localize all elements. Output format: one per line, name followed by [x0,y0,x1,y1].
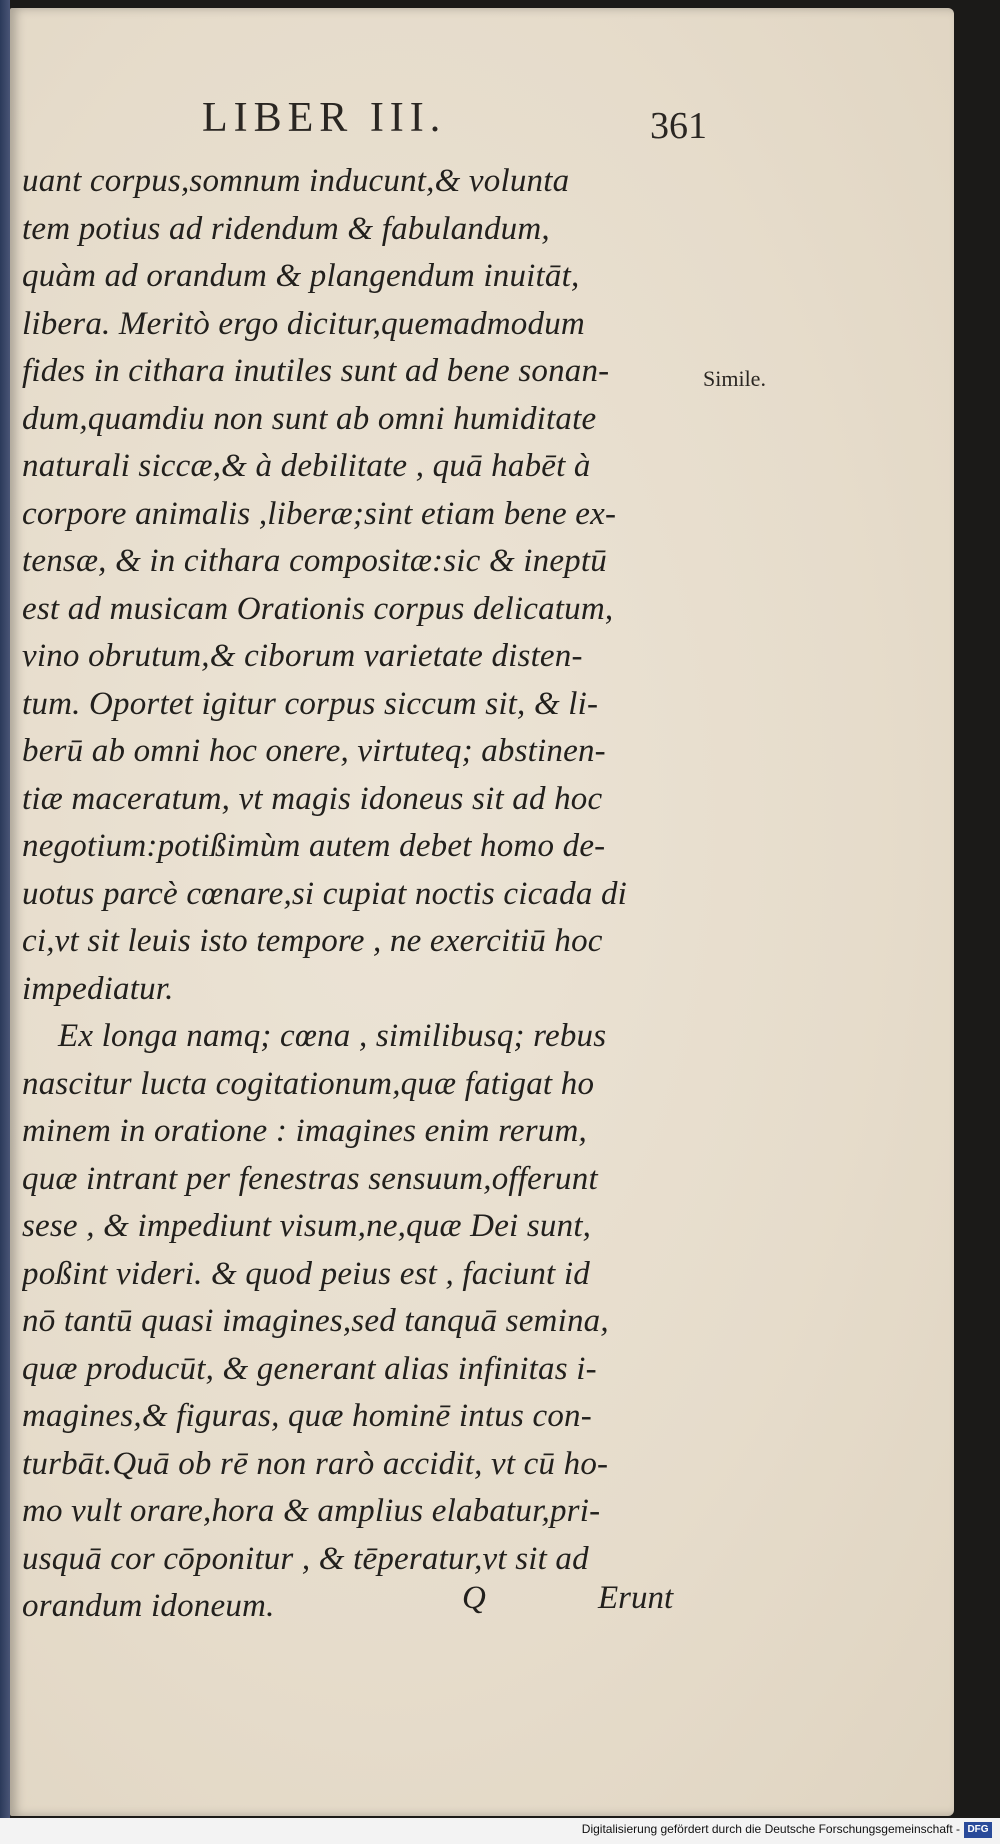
text-line: vino obrutum,& ciborum varietate disten- [22,638,583,674]
text-line: ci,vt sit leuis isto tempore , ne exercitiū hoc [22,923,603,959]
text-line: berū ab omni hoc onere, virtuteq; abstinen- [22,733,606,769]
text-line: negotium:potißimùm autem debet homo de- [22,828,606,864]
text-line: uant corpus,somnum inducunt,& volunta [22,163,570,199]
book-page [10,8,954,1816]
text-line: fides in cithara inutiles sunt ad bene sonan- [22,353,610,389]
digitization-credit: Digitalisierung gefördert durch die Deutsche Forschungsgemeinschaft - [581,1822,960,1836]
text-line: quæ producūt, & generant alias infinitas i- [22,1350,597,1387]
signature-mark: Q [462,1580,486,1616]
page-footer-row [22,1580,698,1630]
text-line: quàm ad orandum & plangendum inuitāt, [22,258,580,294]
text-line: magines,& figuras, quæ hominē intus con- [22,1398,592,1434]
text-line: minem in oratione : imagines enim rerum, [22,1113,587,1149]
text-line: mo vult orare,hora & amplius elabatur,pri- [22,1493,601,1529]
text-line: corpore animalis ,liberæ;sint etiam bene ex- [22,495,617,532]
text-line: naturali siccæ,& à debilitate , quā habēt à [22,448,591,484]
marginal-note: Simile. [703,366,766,391]
scan-edge [0,0,10,1844]
text-line: dum,quamdiu non sunt ab omni humiditate [22,400,597,437]
page-number: 361 [650,105,707,147]
text-line: tiæ maceratum, vt magis idoneus sit ad hoc [22,780,603,817]
text-line: quæ intrant per fenestras sensuum,offerunt [22,1160,598,1197]
text-line: usquā cor cōponitur , & tēperatur,vt sit ad [22,1540,589,1577]
text-line: turbāt.Quā ob rē non rarò accidit, vt cū ho- [22,1445,609,1482]
text-line: uotus parcè cœnare,si cupiat noctis cicada di [22,875,628,912]
text-line: tum. Oportet igitur corpus siccum sit, & li- [22,685,599,722]
text-line: est ad musicam Orationis corpus delicatum, [22,590,614,627]
text-line: orandum idoneum. [22,1588,275,1624]
text-line: sese , & impediunt visum,ne,quæ Dei sunt, [22,1208,592,1244]
text-line: poßint videri. & quod peius est , faciunt id [22,1255,590,1292]
text-line: tem potius ad ridendum & fabulandum, [22,210,550,247]
dfg-logo: DFG [964,1822,992,1838]
text-line: Ex longa namq; cœna , similibusq; rebus [58,1018,607,1054]
text-line: impediatur. [22,970,174,1007]
text-line: libera. Meritò ergo dicitur,quemadmodum [22,305,585,342]
body-text [22,158,698,1631]
text-line: nō tantū quasi imagines,sed tanquā semina, [22,1303,609,1339]
running-title: LIBER III. [202,95,447,141]
catchword: Erunt [598,1580,674,1616]
text-line: tensæ, & in cithara compositæ:sic & ineptū [22,543,607,579]
text-line: nascitur lucta cogitationum,quæ fatigat ho [22,1065,595,1102]
